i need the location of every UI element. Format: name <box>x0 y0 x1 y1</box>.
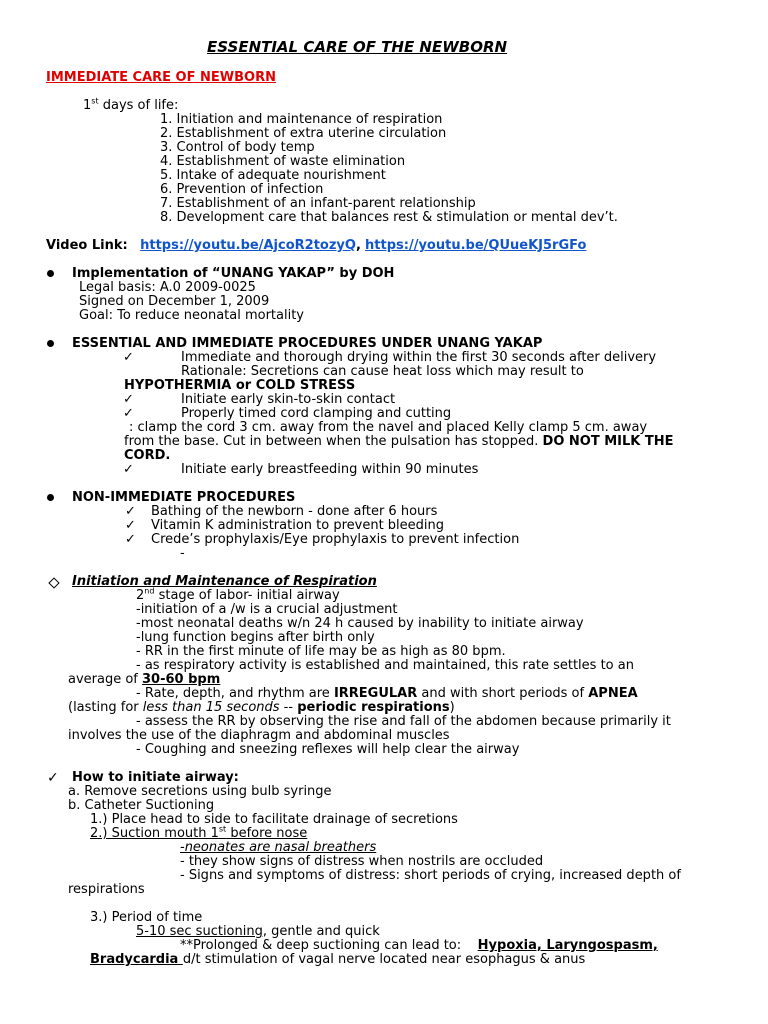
goal: Goal: To reduce neonatal mortality <box>79 308 305 323</box>
resp-line: - RR in the first minute of life may be as high as 80 bpm. <box>136 644 506 659</box>
airway-line: - they show signs of distress when nostrils are occluded <box>180 854 544 869</box>
airway-heading: How to initiate airway: <box>72 770 239 785</box>
airway-line: b. Catheter Suctioning <box>68 798 215 813</box>
section-heading-immediate: IMMEDIATE CARE OF NEWBORN <box>46 70 276 85</box>
list-item: 3. Control of body temp <box>160 140 315 155</box>
check-icon: ✓ <box>47 770 59 786</box>
check-icon: ✓ <box>123 392 134 407</box>
hypothermia: HYPOTHERMIA or COLD STRESS <box>124 378 356 393</box>
non-immediate-item: Vitamin K administration to prevent bleeding <box>151 518 445 533</box>
resp-line: average of 30-60 bpm <box>68 672 221 687</box>
resp-line: (lasting for less than 15 seconds -- periodic respirations) <box>68 700 455 715</box>
check-icon: ✓ <box>123 406 134 421</box>
non-immediate-item: Bathing of the newborn - done after 6 hours <box>151 504 438 519</box>
list-item: 8. Development care that balances rest & stimulation or mental dev’t. <box>160 210 618 225</box>
list-item: 4. Establishment of waste elimination <box>160 154 406 169</box>
airway-line: -neonates are nasal breathers <box>180 840 377 855</box>
resp-line: involves the use of the diaphragm and abdominal muscles <box>68 728 450 743</box>
check-icon: ✓ <box>125 504 136 519</box>
video-link-2[interactable]: https://youtu.be/QUueKJ5rGFo <box>365 238 587 253</box>
airway-line: Bradycardia d/t stimulation of vagal nerve located near esophagus & anus <box>90 952 586 967</box>
unang-yakap-heading: Implementation of “UNANG YAKAP” by DOH <box>72 266 395 281</box>
essential-item: Initiate early skin-to-skin contact <box>181 392 396 407</box>
resp-line: - Coughing and sneezing reflexes will help clear the airway <box>136 742 520 757</box>
resp-line: - Rate, depth, and rhythm are IRREGULAR and with short periods of APNEA <box>136 686 638 701</box>
airway-line: a. Remove secretions using bulb syringe <box>68 784 332 799</box>
bullet-icon <box>47 494 54 501</box>
airway-line: respirations <box>68 882 145 897</box>
essential-item: Properly timed cord clamping and cutting <box>181 406 452 421</box>
resp-line: - assess the RR by observing the rise and fall of the abdomen because primarily it <box>136 714 671 729</box>
resp-line: -most neonatal deaths w/n 24 h caused by inability to initiate airway <box>136 616 584 631</box>
resp-line: -initiation of a /w is a crucial adjustment <box>136 602 398 617</box>
list-item: 7. Establishment of an infant-parent relationship <box>160 196 476 211</box>
page-title: ESSENTIAL CARE OF THE NEWBORN <box>207 38 508 56</box>
airway-line: 2.) Suction mouth 1st before nose <box>90 824 308 841</box>
list-item: 6. Prevention of infection <box>160 182 324 197</box>
check-icon: ✓ <box>123 350 134 365</box>
airway-line: 1.) Place head to side to facilitate drainage of secretions <box>90 812 458 827</box>
diamond-bullet-icon <box>48 577 59 588</box>
respiration-heading: Initiation and Maintenance of Respiration <box>72 574 377 589</box>
check-icon: ✓ <box>125 518 136 533</box>
clamp-text: from the base. Cut in between when the pulsation has stopped. DO NOT MILK THE <box>124 434 674 449</box>
clamp-text: : clamp the cord 3 cm. away from the navel and placed Kelly clamp 5 cm. away <box>129 420 648 435</box>
airway-line: 3.) Period of time <box>90 910 203 925</box>
video-link-label: Video Link: <box>46 238 128 253</box>
essential-item: Immediate and thorough drying within the first 30 seconds after delivery <box>181 350 657 365</box>
signed-date: Signed on December 1, 2009 <box>79 294 270 309</box>
airway-line: - Signs and symptoms of distress: short periods of crying, increased depth of <box>180 868 681 883</box>
video-links: Video Link: https://youtu.be/AjcoR2tozyQ, https://youtu.be/QUueKJ5rGFo <box>46 238 587 253</box>
check-icon: ✓ <box>123 462 134 477</box>
first-days-label: 1st days of life: <box>83 96 179 113</box>
resp-line: - as respiratory activity is established and maintained, this rate settles to an <box>136 658 634 673</box>
legal-basis: Legal basis: A.0 2009-0025 <box>79 280 256 295</box>
video-link-1[interactable]: https://youtu.be/AjcoR2tozyQ <box>140 238 356 253</box>
bullet-icon <box>47 270 54 277</box>
essential-item: Initiate early breastfeeding within 90 minutes <box>181 462 479 477</box>
essential-heading: ESSENTIAL AND IMMEDIATE PROCEDURES UNDER UNANG YAKAP <box>72 336 543 351</box>
check-icon: ✓ <box>125 532 136 547</box>
list-item: 5. Intake of adequate nourishment <box>160 168 386 183</box>
list-item: 2. Establishment of extra uterine circulation <box>160 126 447 141</box>
resp-line: -lung function begins after birth only <box>136 630 375 645</box>
bullet-icon <box>47 340 54 347</box>
non-immediate-item: Crede’s prophylaxis/Eye prophylaxis to prevent infection <box>151 532 520 547</box>
airway-line: **Prolonged & deep suctioning can lead to: Hypoxia, Laryngospasm, <box>180 938 658 953</box>
rationale: Rationale: Secretions can cause heat loss which may result to <box>181 364 584 379</box>
dash: - <box>180 546 185 561</box>
non-immediate-heading: NON-IMMEDIATE PROCEDURES <box>72 490 296 505</box>
list-item: 1. Initiation and maintenance of respiration <box>160 112 443 127</box>
resp-line: 2nd stage of labor- initial airway <box>136 586 340 603</box>
clamp-text: CORD. <box>124 448 171 463</box>
airway-line: 5-10 sec suctioning, gentle and quick <box>136 924 380 939</box>
